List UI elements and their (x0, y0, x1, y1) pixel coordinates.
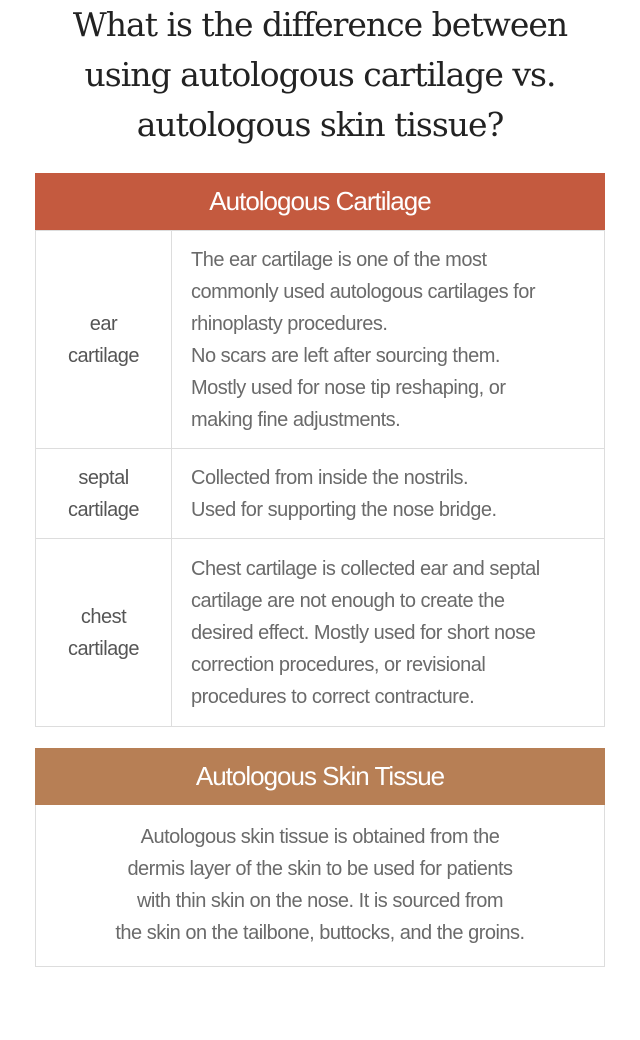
row-desc-line: The ear cartilage is one of the most (191, 248, 487, 271)
page-title (0, 0, 640, 150)
row-desc-chest-cartilage (172, 539, 605, 727)
row-desc-line: Used for supporting the nose bridge. (191, 498, 497, 521)
title-line: autologous skin tissue? (136, 105, 504, 144)
row-desc-line: cartilage are not enough to create the (191, 589, 505, 612)
row-name-line: chest (80, 605, 127, 628)
row-name-line: ear (89, 312, 118, 335)
row-name-line: cartilage (67, 498, 140, 521)
skin-section-body (35, 805, 605, 967)
row-name-septal-cartilage (36, 449, 172, 539)
row-desc-line: making fine adjustments. (191, 408, 401, 431)
table-row-ear-cartilage (36, 231, 605, 449)
autologous-cartilage-section (35, 173, 605, 727)
skin-body-line: Autologous skin tissue is obtained from the (140, 826, 500, 848)
title-line: What is the difference between (72, 5, 568, 44)
row-desc-line: No scars are left after sourcing them. (191, 344, 500, 367)
row-desc-line: Mostly used for nose tip reshaping, or (191, 376, 506, 399)
skin-body-line: the skin on the tailbone, buttocks, and the groins. (115, 922, 525, 944)
row-desc-ear-cartilage (172, 231, 605, 449)
row-name-ear-cartilage (36, 231, 172, 449)
skin-body-line: with thin skin on the nose. It is sourced from (136, 890, 504, 912)
table-row-septal-cartilage (36, 449, 605, 539)
cartilage-section-header: Autologous Cartilage (35, 173, 605, 230)
row-name-chest-cartilage (36, 539, 172, 727)
row-desc-septal-cartilage (172, 449, 605, 539)
row-desc-line: correction procedures, or revisional (191, 653, 486, 676)
row-desc-line: desired effect. Mostly used for short nose (191, 621, 536, 644)
row-desc-line: procedures to correct contracture. (191, 685, 475, 708)
table-row-chest-cartilage (36, 539, 605, 727)
autologous-skin-tissue-section (35, 748, 605, 967)
row-desc-line: Chest cartilage is collected ear and septal (191, 557, 540, 580)
row-name-line: septal (78, 466, 129, 489)
row-desc-line: commonly used autologous cartilages for (191, 280, 536, 303)
row-desc-line: Collected from inside the nostrils. (191, 466, 469, 489)
row-name-line: cartilage (67, 637, 140, 660)
row-name-line: cartilage (67, 344, 140, 367)
skin-body-line: dermis layer of the skin to be used for patients (127, 858, 513, 880)
title-line: using autologous cartilage vs. (84, 55, 556, 94)
skin-section-header: Autologous Skin Tissue (35, 748, 605, 805)
cartilage-table (35, 230, 605, 727)
row-desc-line: rhinoplasty procedures. (191, 312, 388, 335)
